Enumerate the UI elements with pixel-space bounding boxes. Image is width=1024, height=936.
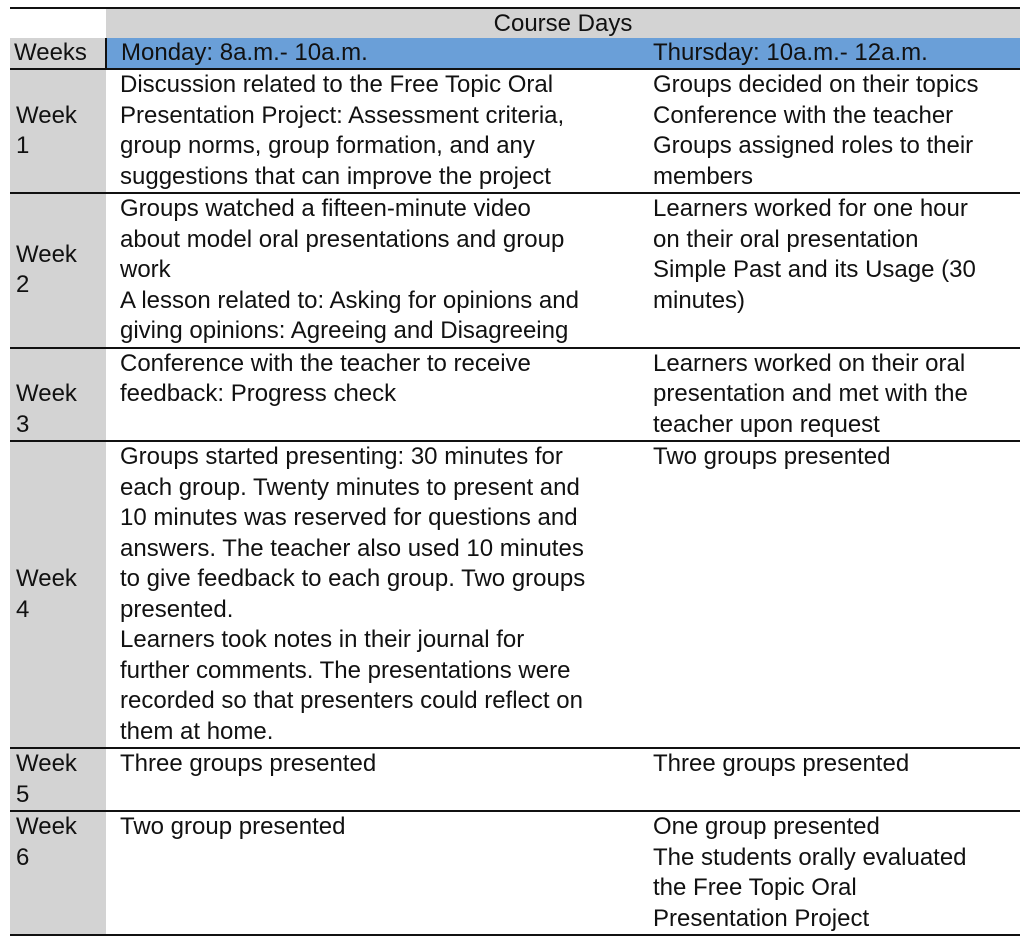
monday-cell: Groups watched a fifteen-minute video about model oral presentations and group work A lesson related to: Asking for opinions and giving opinions: Agreeing and Disagreeing xyxy=(106,193,639,348)
thursday-cell: Learners worked for one hour on their oral presentation Simple Past and its Usage (30 minutes) xyxy=(639,193,1020,348)
table-row xyxy=(10,193,1020,348)
corner-cell xyxy=(10,8,106,38)
course-schedule-table xyxy=(10,7,1020,936)
course-days-header: Course Days xyxy=(106,8,1020,38)
thursday-cell: One group presented The students orally evaluated the Free Topic Oral Presentation Project xyxy=(639,811,1020,935)
monday-cell: Groups started presenting: 30 minutes for each group. Twenty minutes to present and 10 minutes was reserved for questions and answers. The teacher also used 10 minutes to give feedback to each group. Two groups presented. Learners took notes in their journal for further comments. The presentations were recorded so that presenters could reflect on them at home. xyxy=(106,441,639,748)
table-row xyxy=(10,441,1020,748)
monday-cell: Discussion related to the Free Topic Oral Presentation Project: Assessment criteria, group norms, group formation, and any suggestions that can improve the project xyxy=(106,69,639,193)
week-label: Week 1 xyxy=(10,69,106,193)
monday-cell: Three groups presented xyxy=(106,748,639,811)
week-label: Week 6 xyxy=(10,811,106,935)
week-label: Week 2 xyxy=(10,193,106,348)
weeks-header: Weeks xyxy=(10,38,106,69)
thursday-cell: Two groups presented xyxy=(639,441,1020,748)
column-header-row xyxy=(10,38,1020,69)
week-label: Week 4 xyxy=(10,441,106,748)
thursday-cell: Groups decided on their topics Conference with the teacher Groups assigned roles to their members xyxy=(639,69,1020,193)
thursday-header: Thursday: 10a.m.- 12a.m. xyxy=(639,38,1020,69)
monday-cell: Conference with the teacher to receive feedback: Progress check xyxy=(106,348,639,442)
monday-header: Monday: 8a.m.- 10a.m. xyxy=(106,38,639,69)
thursday-cell: Learners worked on their oral presentation and met with the teacher upon request xyxy=(639,348,1020,442)
week-label: Week 3 xyxy=(10,348,106,442)
table-row xyxy=(10,748,1020,811)
table-row xyxy=(10,811,1020,935)
table-row xyxy=(10,348,1020,442)
table-row xyxy=(10,69,1020,193)
thursday-cell: Three groups presented xyxy=(639,748,1020,811)
course-days-row xyxy=(10,8,1020,38)
monday-cell: Two group presented xyxy=(106,811,639,935)
course-schedule xyxy=(10,7,1020,936)
week-label: Week 5 xyxy=(10,748,106,811)
